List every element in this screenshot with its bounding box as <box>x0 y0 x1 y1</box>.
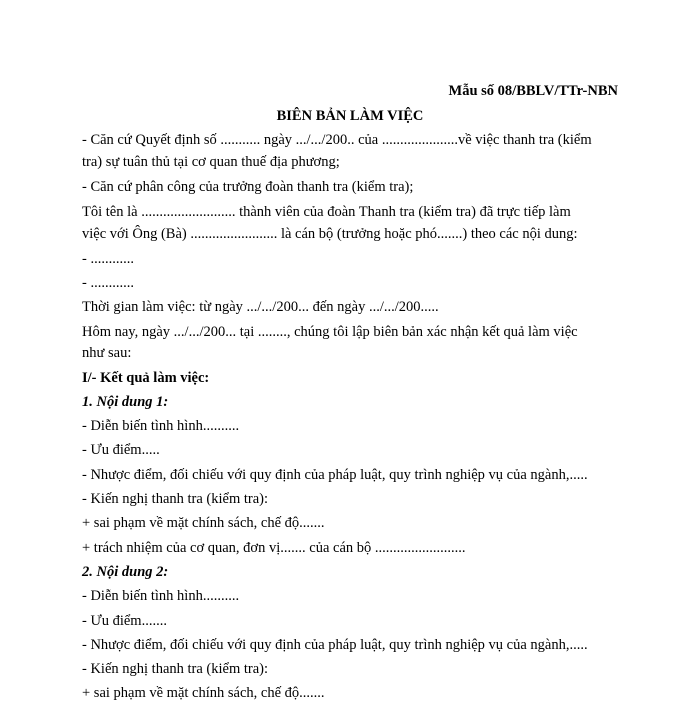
list-item: + trách nhiệm của cơ quan, đơn vị....... của cán bộ ......................... <box>82 540 466 556</box>
subsection-heading-1: 1. Nội dung 1: <box>82 394 169 410</box>
content-item: - ............ <box>82 275 134 291</box>
list-item: - Nhược điểm, đối chiếu với quy định của pháp luật, quy trình nghiệp vụ của ngành,..... <box>82 637 588 653</box>
document-title: BIÊN BẢN LÀM VIỆC <box>276 108 424 124</box>
list-item: - Diễn biến tình hình.......... <box>82 418 240 434</box>
list-item: - Diễn biến tình hình.......... <box>82 588 240 604</box>
subsection-heading-2: 2. Nội dung 2: <box>82 564 169 580</box>
minutes-statement-cont: như sau: <box>82 345 132 361</box>
list-item: - Ưu điểm....... <box>82 613 167 629</box>
list-item: - Ưu điểm..... <box>82 442 160 458</box>
form-number: Mẫu số 08/BBLV/TTr-NBN <box>448 83 618 99</box>
section-heading-results: I/- Kết quả làm việc: <box>82 370 210 386</box>
inspector-intro-cont: việc với Ông (Bà) ........................ là cán bộ (trưởng hoặc phó.......) theo các nội dung: <box>82 226 578 242</box>
list-item: - Nhược điểm, đối chiếu với quy định của pháp luật, quy trình nghiệp vụ của ngành,..... <box>82 467 588 483</box>
legal-basis-decision-cont: tra) sự tuân thủ tại cơ quan thuế địa phương; <box>82 154 340 170</box>
legal-basis-decision: - Căn cứ Quyết định số ........... ngày .../.../200.. của .....................về việc thanh tra (kiểm <box>82 132 592 148</box>
legal-basis-assignment: - Căn cứ phân công của trưởng đoàn thanh tra (kiểm tra); <box>82 179 414 195</box>
minutes-statement: Hôm nay, ngày .../.../200... tại ........, chúng tôi lập biên bản xác nhận kết quả làm việc <box>82 324 578 340</box>
list-item: - Kiến nghị thanh tra (kiểm tra): <box>82 491 269 507</box>
working-time: Thời gian làm việc: từ ngày .../.../200... đến ngày .../.../200..... <box>82 299 439 315</box>
inspector-intro: Tôi tên là .......................... thành viên của đoàn Thanh tra (kiểm tra) đã trực tiếp làm <box>82 204 571 220</box>
list-item: + sai phạm về mặt chính sách, chế độ....... <box>82 685 325 701</box>
content-item: - ............ <box>82 251 134 267</box>
list-item: - Kiến nghị thanh tra (kiểm tra): <box>82 661 269 677</box>
list-item: + sai phạm về mặt chính sách, chế độ....... <box>82 515 325 531</box>
